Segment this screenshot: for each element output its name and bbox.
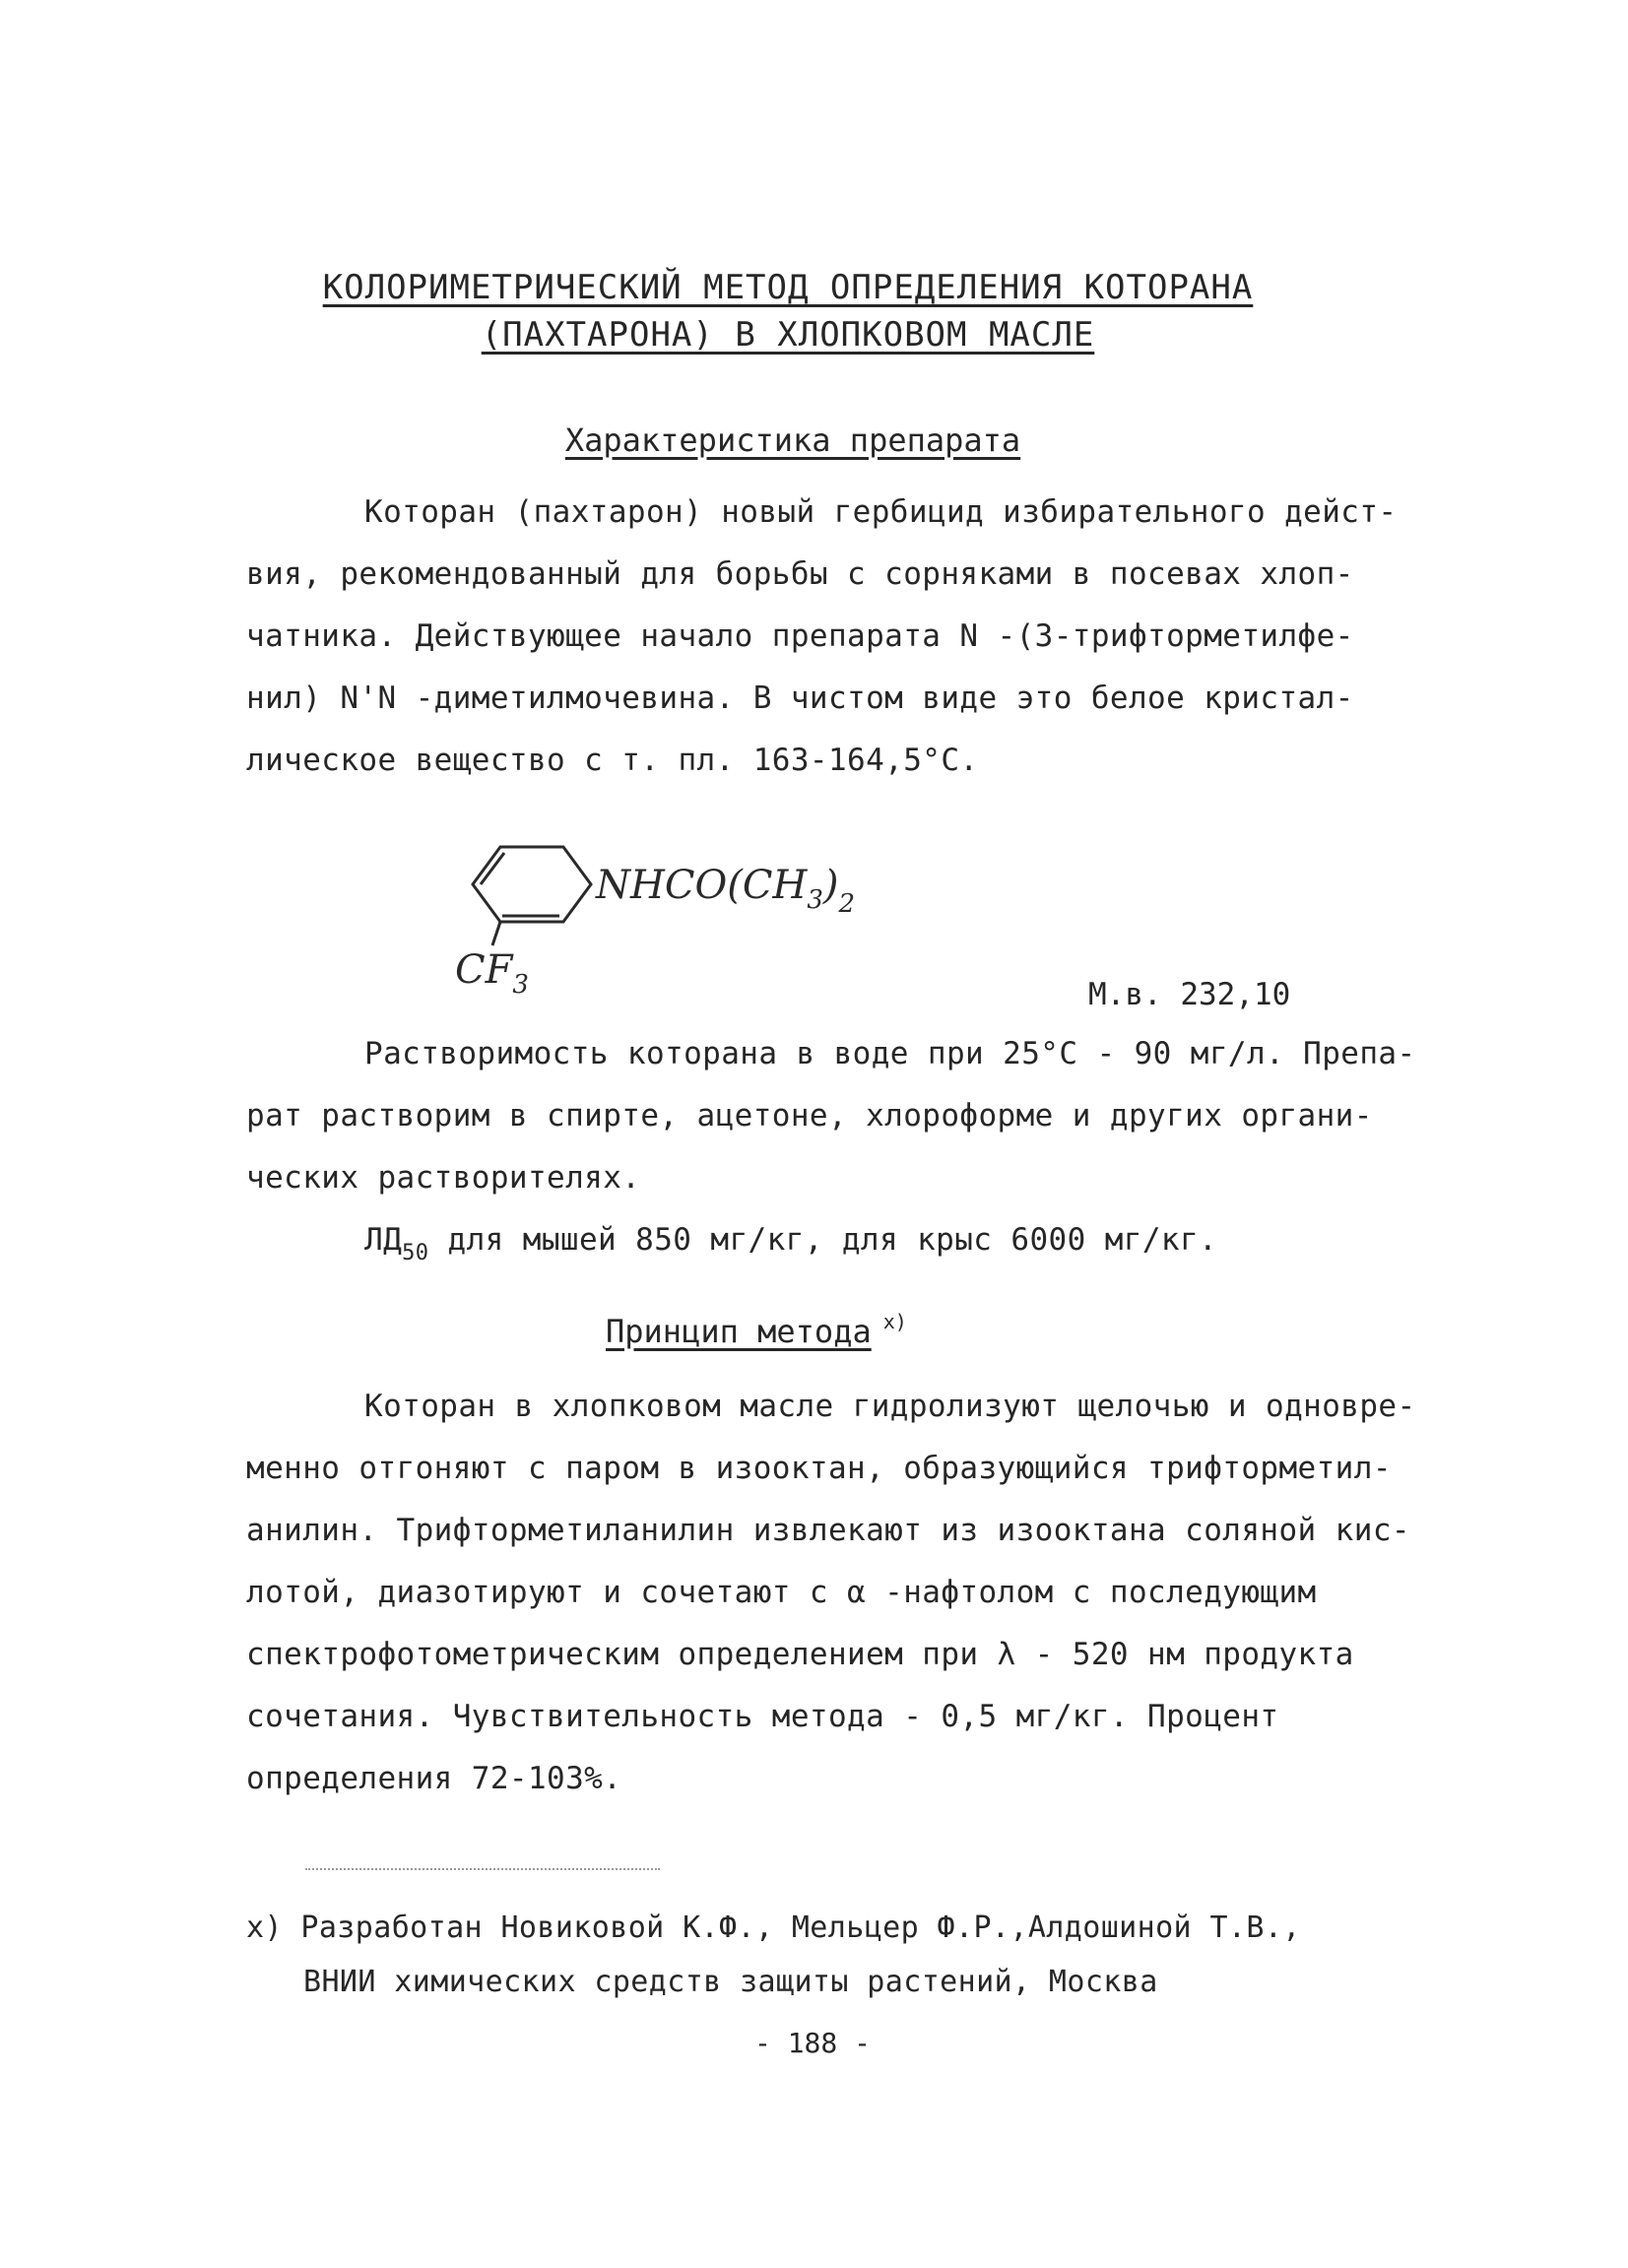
paragraph-line: анилин. Трифторметиланилин извлекают из изооктана соляной кис- xyxy=(246,1513,1410,1548)
section-heading-principle xyxy=(606,1310,907,1350)
paragraph-line: чатника. Действующее начало препарата N -(3-трифторметилфе- xyxy=(246,618,1354,654)
structural-formula xyxy=(453,827,926,1004)
footnote-line-1: x) Разработан Новиковой К.Ф., Мельцер Ф.Р.,Алдошиной Т.В., xyxy=(246,1911,1301,1945)
ld50-values: для мышей 850 мг/кг, для крыс 6000 мг/кг. xyxy=(428,1222,1218,1258)
section-heading-characteristics: Характеристика препарата xyxy=(564,421,1021,459)
paragraph-line: Которан (пахтарон) новый гербицид избирательного дейст- xyxy=(364,494,1398,530)
paragraph-line: определения 72-103%. xyxy=(246,1761,622,1796)
paragraph-line: лотой, диазотируют и сочетают с α -нафтолом с последующим xyxy=(246,1575,1317,1610)
ld50-label: ЛД xyxy=(364,1222,403,1258)
paragraph-line: сочетания. Чувствительность метода - 0,5 мг/кг. Процент xyxy=(246,1699,1279,1734)
section-heading-principle-text: Принцип метода xyxy=(606,1313,872,1350)
footnote-line-2: ВНИИ химических средств защиты растений, Москва xyxy=(303,1965,1158,1999)
paragraph-line: спектрофотометрическим определением при λ - 520 нм продукта xyxy=(246,1637,1354,1672)
formula-amide-group: $NHCO(CH_3)_2$ xyxy=(596,863,856,919)
footnote-divider xyxy=(305,1868,660,1870)
paragraph-line: Которан в хлопковом масле гидролизуют щелочью и одновре- xyxy=(364,1389,1416,1424)
document-title-line-2: (ПАХТАРОНА) В ХЛОПКОВОМ МАСЛЕ xyxy=(481,315,1095,355)
benzene-ring-icon xyxy=(473,847,591,922)
ld50-line xyxy=(364,1222,1217,1265)
paragraph-line: ческих растворителях. xyxy=(246,1160,641,1196)
document-title-line-1: КОЛОРИМЕТРИЧЕСКИЙ МЕТОД ОПРЕДЕЛЕНИЯ КОТОРАНА xyxy=(322,268,1254,307)
paragraph-line: вия, рекомендованный для борьбы с сорняками в посевах хлоп- xyxy=(246,556,1354,592)
molecular-weight: М.в. 232,10 xyxy=(1088,977,1291,1012)
paragraph-line: менно отгоняют с паром в изооктан, образующийся трифторметил- xyxy=(246,1451,1392,1486)
ld50-subscript: 50 xyxy=(402,1241,429,1265)
paragraph-line: лическое вещество с т. пл. 163-164,5°C. xyxy=(246,743,979,778)
paragraph-line: нил) N'N -диметилмочевина. В чистом виде это белое кристал- xyxy=(246,680,1354,716)
paragraph-line: Растворимость которана в воде при 25°C - 90 мг/л. Препа- xyxy=(364,1036,1416,1071)
page-number: - 188 - xyxy=(753,2027,871,2059)
footnote-marker: x) xyxy=(882,1310,907,1333)
formula-substituent: $CF_3$ xyxy=(455,947,529,1000)
paragraph-line: рат растворим в спирте, ацетоне, хлороформе и других органи- xyxy=(246,1098,1373,1134)
